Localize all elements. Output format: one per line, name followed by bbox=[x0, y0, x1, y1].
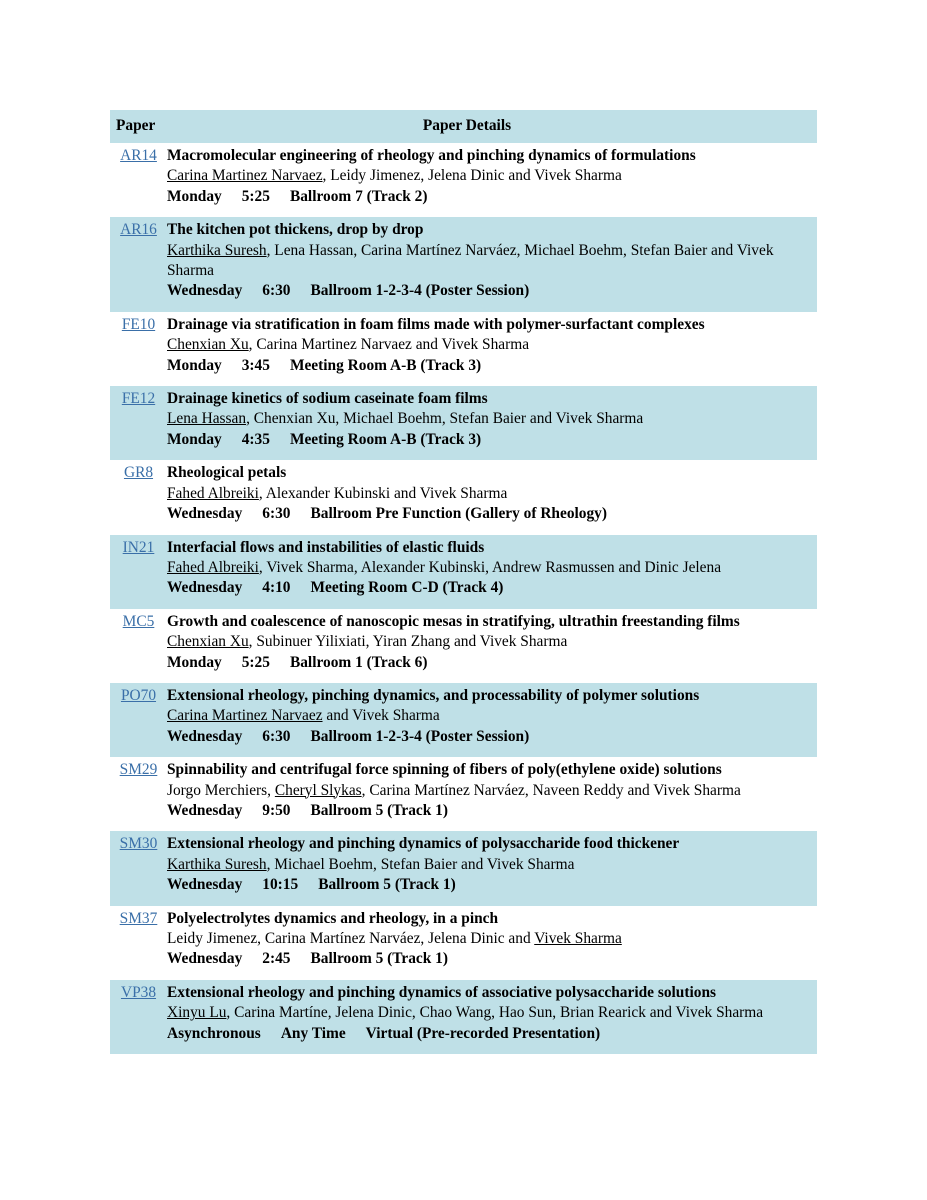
table-row bbox=[110, 906, 817, 980]
session-time: 2:45 bbox=[262, 950, 291, 968]
paper-details-cell bbox=[167, 538, 817, 599]
session-info bbox=[167, 875, 811, 895]
session-time: 5:25 bbox=[241, 187, 270, 205]
table-row bbox=[110, 460, 817, 534]
session-info bbox=[167, 504, 811, 524]
session-time: 4:35 bbox=[241, 430, 270, 448]
session-location: Meeting Room A-B (Track 3) bbox=[289, 430, 482, 448]
presenting-author: Chenxian Xu bbox=[167, 336, 249, 354]
session-day: Wednesday bbox=[167, 579, 243, 597]
session-info bbox=[167, 949, 811, 969]
presenting-author: Lena Hassan bbox=[167, 410, 247, 428]
session-day: Wednesday bbox=[167, 801, 243, 819]
paper-authors bbox=[167, 1003, 811, 1023]
paper-title: Extensional rheology and pinching dynamics of polysaccharide food thickener bbox=[167, 835, 680, 853]
presenting-author: Karthika Suresh bbox=[167, 855, 267, 873]
paper-authors bbox=[167, 781, 811, 801]
session-info bbox=[167, 356, 811, 376]
session-info bbox=[167, 281, 811, 301]
presenting-author: Vivek Sharma bbox=[534, 930, 622, 947]
presenting-author: Xinyu Lu bbox=[167, 1004, 227, 1022]
author-text: , Carina Martíne, Jelena Dinic, Chao Wang, Hao Sun, Brian Rearick and Vivek Sharma bbox=[226, 1004, 764, 1022]
paper-schedule-table bbox=[110, 110, 817, 1054]
paper-code-link[interactable]: AR16 bbox=[120, 221, 157, 239]
author-text: , Lena Hassan, Carina Martínez Narváez, Michael Boehm, Stefan Baier and Vivek Sharma bbox=[167, 241, 774, 280]
paper-code-cell bbox=[110, 315, 167, 335]
author-text: , Michael Boehm, Stefan Baier and Vivek Sharma bbox=[266, 855, 575, 873]
session-info bbox=[167, 801, 811, 821]
paper-authors bbox=[167, 706, 811, 726]
paper-code-cell bbox=[110, 538, 167, 558]
paper-title: Drainage via stratification in foam films made with polymer-surfactant complexes bbox=[167, 315, 705, 333]
paper-details-cell bbox=[167, 389, 817, 450]
paper-title: Macromolecular engineering of rheology and pinching dynamics of formulations bbox=[167, 147, 696, 164]
paper-title: Rheological petals bbox=[167, 464, 287, 482]
session-info bbox=[167, 1024, 811, 1044]
paper-details-cell bbox=[167, 686, 817, 747]
paper-authors bbox=[167, 241, 811, 282]
paper-code-cell bbox=[110, 463, 167, 483]
paper-code-link[interactable]: SM30 bbox=[119, 835, 158, 853]
presenting-author: Carina Martinez Narvaez bbox=[167, 707, 323, 725]
session-time: 9:50 bbox=[262, 801, 291, 819]
paper-title: Growth and coalescence of nanoscopic mesas in stratifying, ultrathin freestanding films bbox=[167, 612, 740, 630]
session-info bbox=[167, 727, 811, 747]
session-location: Ballroom 5 (Track 1) bbox=[310, 801, 448, 819]
presenting-author: Cheryl Slykas bbox=[274, 781, 362, 799]
session-time: 4:10 bbox=[262, 579, 291, 597]
paper-code-link[interactable]: VP38 bbox=[120, 983, 157, 1001]
session-time: 6:30 bbox=[262, 727, 291, 745]
paper-code-link[interactable]: FE10 bbox=[121, 315, 156, 333]
presenting-author: Fahed Albreiki bbox=[167, 558, 259, 576]
session-day: Wednesday bbox=[167, 727, 243, 745]
paper-code-link[interactable]: PO70 bbox=[120, 686, 157, 704]
paper-details-cell bbox=[167, 315, 817, 376]
paper-title: Interfacial flows and instabilities of elastic fluids bbox=[167, 538, 485, 556]
paper-authors bbox=[167, 929, 811, 949]
session-day: Wednesday bbox=[167, 950, 243, 968]
session-location: Ballroom Pre Function (Gallery of Rheology) bbox=[310, 505, 608, 523]
session-time: Any Time bbox=[280, 1024, 346, 1042]
paper-details-cell bbox=[167, 220, 817, 302]
paper-details-cell bbox=[167, 146, 817, 207]
session-time: 5:25 bbox=[241, 653, 270, 671]
table-row bbox=[110, 980, 817, 1054]
paper-code-link[interactable]: MC5 bbox=[122, 612, 155, 630]
author-text: , Chenxian Xu, Michael Boehm, Stefan Baier and Vivek Sharma bbox=[246, 410, 644, 428]
paper-code-cell bbox=[110, 389, 167, 409]
session-location: Ballroom 1-2-3-4 (Poster Session) bbox=[310, 727, 530, 745]
session-time: 6:30 bbox=[262, 505, 291, 523]
paper-details-cell bbox=[167, 983, 817, 1044]
paper-details-cell bbox=[167, 612, 817, 673]
session-day: Monday bbox=[167, 430, 222, 448]
paper-code-cell bbox=[110, 686, 167, 706]
author-text: and Vivek Sharma bbox=[322, 707, 440, 725]
paper-title: Spinnability and centrifugal force spinning of fibers of poly(ethylene oxide) solutions bbox=[167, 761, 722, 779]
session-time: 10:15 bbox=[262, 876, 299, 894]
paper-code-cell bbox=[110, 146, 167, 166]
table-row bbox=[110, 386, 817, 460]
session-day: Asynchronous bbox=[167, 1024, 261, 1042]
author-text: , Vivek Sharma, Alexander Kubinski, Andrew Rasmussen and Dinic Jelena bbox=[258, 558, 722, 576]
session-location: Ballroom 7 (Track 2) bbox=[289, 187, 428, 205]
presenting-author: Karthika Suresh bbox=[167, 241, 267, 259]
paper-title: Extensional rheology, pinching dynamics, and processability of polymer solutions bbox=[167, 686, 700, 704]
table-row bbox=[110, 683, 817, 757]
session-info bbox=[167, 653, 811, 673]
paper-authors bbox=[167, 409, 811, 429]
table-row bbox=[110, 217, 817, 312]
paper-authors bbox=[167, 558, 811, 578]
table-row bbox=[110, 312, 817, 386]
paper-code-cell bbox=[110, 760, 167, 780]
session-info bbox=[167, 430, 811, 450]
author-text: Jorgo Merchiers, bbox=[167, 781, 275, 799]
paper-title: Polyelectrolytes dynamics and rheology, in a pinch bbox=[167, 909, 499, 927]
paper-authors bbox=[167, 484, 811, 504]
session-location: Meeting Room A-B (Track 3) bbox=[289, 356, 482, 374]
author-text: , Carina Martinez Narvaez and Vivek Sharma bbox=[248, 336, 530, 354]
session-info bbox=[167, 578, 811, 598]
paper-code-cell bbox=[110, 983, 167, 1003]
presenting-author: Carina Martinez Narvaez bbox=[167, 167, 323, 185]
session-time: 6:30 bbox=[262, 282, 291, 300]
session-day: Monday bbox=[167, 187, 222, 205]
session-location: Ballroom 5 (Track 1) bbox=[310, 950, 448, 968]
paper-title: Extensional rheology and pinching dynamics of associative polysaccharide solutions bbox=[167, 983, 716, 1001]
table-row bbox=[110, 609, 817, 683]
session-location: Ballroom 1-2-3-4 (Poster Session) bbox=[310, 282, 530, 300]
table-body bbox=[110, 143, 817, 1054]
paper-title: Drainage kinetics of sodium caseinate foam films bbox=[167, 390, 488, 408]
session-location: Ballroom 1 (Track 6) bbox=[289, 653, 428, 671]
table-row bbox=[110, 757, 817, 831]
table-row bbox=[110, 143, 817, 217]
table-row bbox=[110, 831, 817, 905]
paper-code-cell bbox=[110, 834, 167, 854]
paper-code-link[interactable]: SM37 bbox=[119, 909, 158, 927]
session-location: Ballroom 5 (Track 1) bbox=[318, 876, 456, 894]
author-text: Leidy Jimenez, Carina Martínez Narváez, Jelena Dinic and bbox=[167, 930, 535, 947]
session-day: Wednesday bbox=[167, 876, 243, 894]
paper-code-cell bbox=[110, 612, 167, 632]
paper-details-cell bbox=[167, 834, 817, 895]
paper-code-link[interactable]: FE12 bbox=[121, 390, 156, 408]
paper-code-link[interactable]: GR8 bbox=[123, 464, 154, 482]
session-time: 3:45 bbox=[241, 356, 270, 374]
paper-code-link[interactable]: IN21 bbox=[122, 538, 155, 556]
author-text: , Leidy Jimenez, Jelena Dinic and Vivek Sharma bbox=[322, 167, 622, 185]
paper-authors bbox=[167, 335, 811, 355]
header-paper: Paper bbox=[116, 117, 156, 134]
table-header bbox=[110, 110, 817, 143]
session-location: Meeting Room C-D (Track 4) bbox=[310, 579, 504, 597]
paper-code-link[interactable]: AR14 bbox=[120, 147, 157, 164]
paper-code-cell bbox=[110, 909, 167, 929]
session-location: Virtual (Pre-recorded Presentation) bbox=[365, 1024, 601, 1042]
author-text: , Carina Martínez Narváez, Naveen Reddy and Vivek Sharma bbox=[361, 781, 741, 799]
paper-code-link[interactable]: SM29 bbox=[119, 761, 158, 779]
header-paper-details: Paper Details bbox=[422, 117, 512, 134]
author-text: , Alexander Kubinski and Vivek Sharma bbox=[258, 484, 508, 502]
paper-title: The kitchen pot thickens, drop by drop bbox=[167, 221, 424, 239]
presenting-author: Fahed Albreiki bbox=[167, 484, 259, 502]
paper-details-cell bbox=[167, 909, 817, 970]
paper-authors bbox=[167, 855, 811, 875]
paper-details-cell bbox=[167, 760, 817, 821]
session-day: Wednesday bbox=[167, 505, 243, 523]
session-day: Monday bbox=[167, 356, 222, 374]
session-info bbox=[167, 187, 811, 207]
table-row bbox=[110, 535, 817, 609]
paper-details-cell bbox=[167, 463, 817, 524]
session-day: Wednesday bbox=[167, 282, 243, 300]
paper-code-cell bbox=[110, 220, 167, 240]
paper-authors bbox=[167, 632, 811, 652]
paper-authors bbox=[167, 166, 811, 186]
author-text: , Subinuer Yilixiati, Yiran Zhang and Vivek Sharma bbox=[248, 633, 568, 651]
presenting-author: Chenxian Xu bbox=[167, 633, 249, 651]
session-day: Monday bbox=[167, 653, 222, 671]
